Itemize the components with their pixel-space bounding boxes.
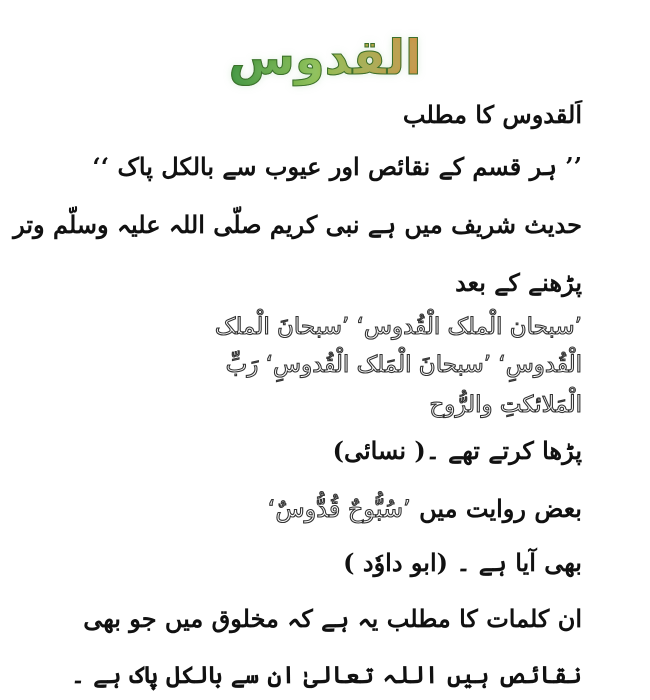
explanation-line-2: نقائص ہیں اللہ تعالیٰ ان سے بالکل پاک ہے ۔ bbox=[70, 660, 582, 689]
arabic-dua-line-1: ’سبحان الْملک الْقُدوس‘ ’سبحانَ الْملک bbox=[214, 314, 582, 340]
meaning-text: ’’ ہر قسم کے نقائص اور عیوب سے بالکل پاک ‘‘ bbox=[92, 152, 582, 181]
hadith-line-1: حدیث شریف میں ہے نبی کریم صلّی اللہ علیہ وسلّم وتر bbox=[13, 210, 582, 239]
arabic-dua-line-2: الْقُدوسِ‘ ’سبحانَ الْمَلک الْقُدوسِ‘ رَبِّ bbox=[225, 352, 582, 378]
title-container bbox=[0, 22, 650, 94]
narration-prefix: بعض روایت میں bbox=[419, 494, 582, 523]
hadith-line-2: پڑھنے کے بعد bbox=[455, 268, 582, 297]
arabic-dua-line-3: الْمَلائکتِ والرُّوح bbox=[429, 392, 582, 418]
reference-abu-dawud: بھی آیا ہے ۔ (ابو داوٗد ) bbox=[343, 548, 582, 577]
narration-arabic: ’سُبُّوحٌ قُدُّوسٌ‘ bbox=[267, 495, 411, 523]
meaning-heading: اَلقدوس کا مطلب bbox=[402, 100, 582, 129]
page-title: القدوس bbox=[228, 30, 422, 86]
reference-nasai: پڑھا کرتے تھے ۔( نسائی) bbox=[332, 436, 582, 465]
narration-line bbox=[62, 494, 582, 523]
explanation-line-1: ان کلمات کا مطلب یہ ہے کہ مخلوق میں جو بھی bbox=[83, 604, 582, 633]
